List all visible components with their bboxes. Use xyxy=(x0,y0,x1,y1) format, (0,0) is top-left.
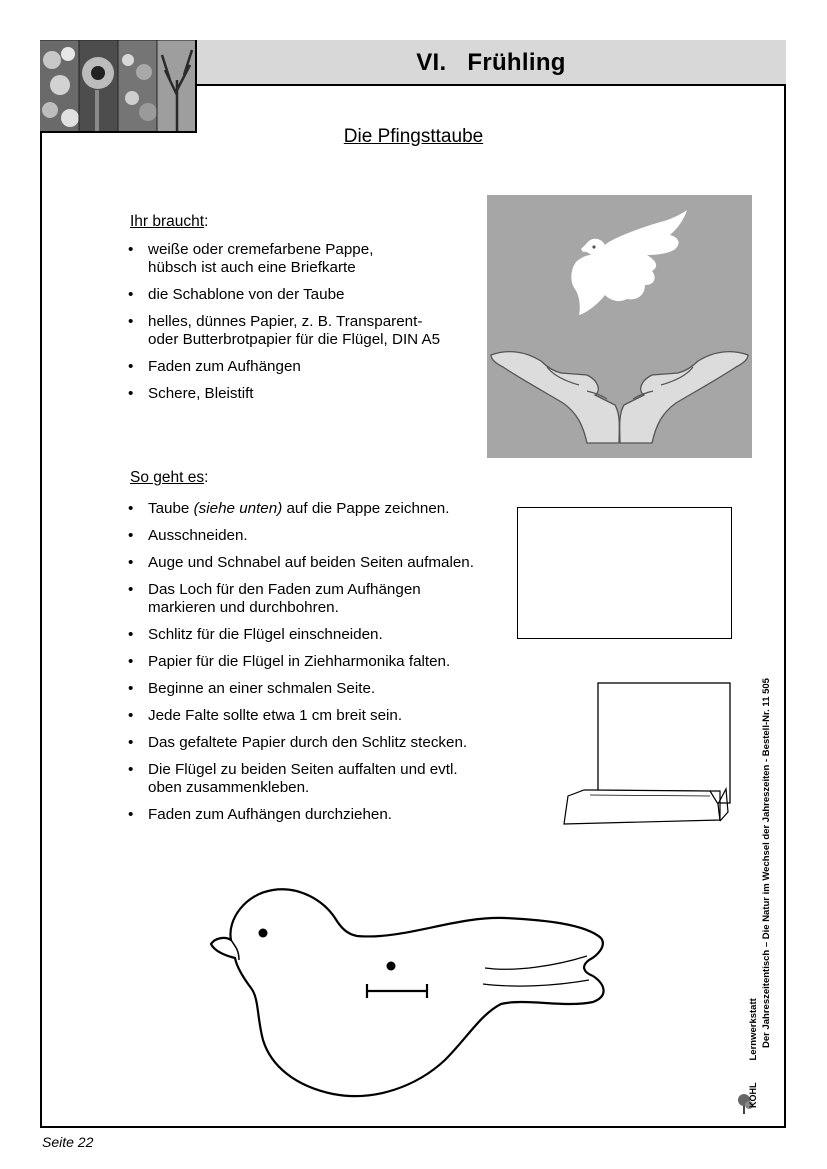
list-item xyxy=(128,241,498,277)
publisher-name: KOHL xyxy=(748,1082,758,1108)
list-item-text: Schlitz für die Flügel einschneiden. xyxy=(148,626,383,643)
list-item-text: Beginne an einer schmalen Seite. xyxy=(148,680,376,697)
materials-heading-text: Ihr braucht xyxy=(130,213,205,230)
thread-hole xyxy=(387,962,396,971)
list-item xyxy=(128,707,498,725)
list-item xyxy=(128,680,498,698)
chapter-title xyxy=(196,40,786,86)
chapter-name: Frühling xyxy=(467,49,566,76)
list-item-text: Die Flügel zu beiden Seiten auffalten und evtl. xyxy=(148,761,458,778)
list-item-text: Papier für die Flügel in Ziehharmonika falten. xyxy=(148,653,451,670)
list-item xyxy=(128,653,498,671)
list-item-text: weiße oder cremefarbene Pappe, xyxy=(148,241,374,258)
steps-list xyxy=(128,500,498,833)
list-item-text: Ausschneiden. xyxy=(148,527,248,544)
list-item-text: Auge und Schnabel auf beiden Seiten aufmalen. xyxy=(148,554,474,571)
list-item-text: Das gefaltete Papier durch den Schlitz stecken. xyxy=(148,734,468,751)
sidebar-vertical-subtitle xyxy=(761,678,772,1048)
dove-hands-illustration xyxy=(487,195,752,458)
list-item-text: oben zusammenkleben. xyxy=(148,779,310,796)
list-item xyxy=(128,286,498,304)
materials-list xyxy=(128,241,498,412)
list-item xyxy=(128,734,498,752)
list-item xyxy=(128,581,498,617)
list-item: • Taube (siehe unten) auf die Pappe zeichnen. xyxy=(128,500,498,518)
worksheet-title: Die Pfingsttaube xyxy=(343,126,484,147)
card-rectangle-diagram xyxy=(517,507,732,639)
sidebar-vertical-text xyxy=(748,998,759,1108)
list-item-text: markieren und durchbohren. xyxy=(148,599,339,616)
materials-heading: Ihr braucht: xyxy=(130,213,209,230)
list-item-text: die Schablone von der Taube xyxy=(148,286,345,303)
steps-heading-text: So geht es xyxy=(130,469,205,486)
list-item-text: Schere, Bleistift xyxy=(148,385,254,402)
list-item-text: oder Butterbrotpapier für die Flügel, DIN A5 xyxy=(148,331,441,348)
list-item xyxy=(128,554,498,572)
list-item-text: Jede Falte sollte etwa 1 cm breit sein. xyxy=(148,707,403,724)
dove-eye xyxy=(259,929,268,938)
dove-template-outline xyxy=(205,880,625,1120)
list-item-text: Faden zum Aufhängen durchziehen. xyxy=(148,806,393,823)
page-number: Seite 22 xyxy=(42,1134,94,1150)
list-item xyxy=(128,806,498,824)
list-item-text: helles, dünnes Papier, z. B. Transparent- xyxy=(148,313,423,330)
list-item xyxy=(128,527,498,545)
list-item xyxy=(128,385,498,403)
list-item-text: Faden zum Aufhängen xyxy=(148,358,301,375)
steps-heading: So geht es: xyxy=(130,469,209,486)
seasons-photo-strip xyxy=(40,40,197,133)
chapter-number: VI. xyxy=(416,49,447,76)
list-item-text: hübsch ist auch eine Briefkarte xyxy=(148,259,356,276)
list-item xyxy=(128,761,498,797)
list-item xyxy=(128,358,498,376)
folded-paper-diagram xyxy=(560,680,735,830)
list-item-text: Das Loch für den Faden zum Aufhängen xyxy=(148,581,421,598)
list-item xyxy=(128,626,498,644)
book-title-order-number: Der Jahreszeitentisch – Die Natur im Wechsel der Jahreszeiten - Bestell-Nr. 11 505 xyxy=(761,678,772,1048)
list-item xyxy=(128,313,498,349)
series-name: Lernwerkstatt xyxy=(748,998,759,1061)
hint-text: (siehe unten) xyxy=(193,500,283,517)
